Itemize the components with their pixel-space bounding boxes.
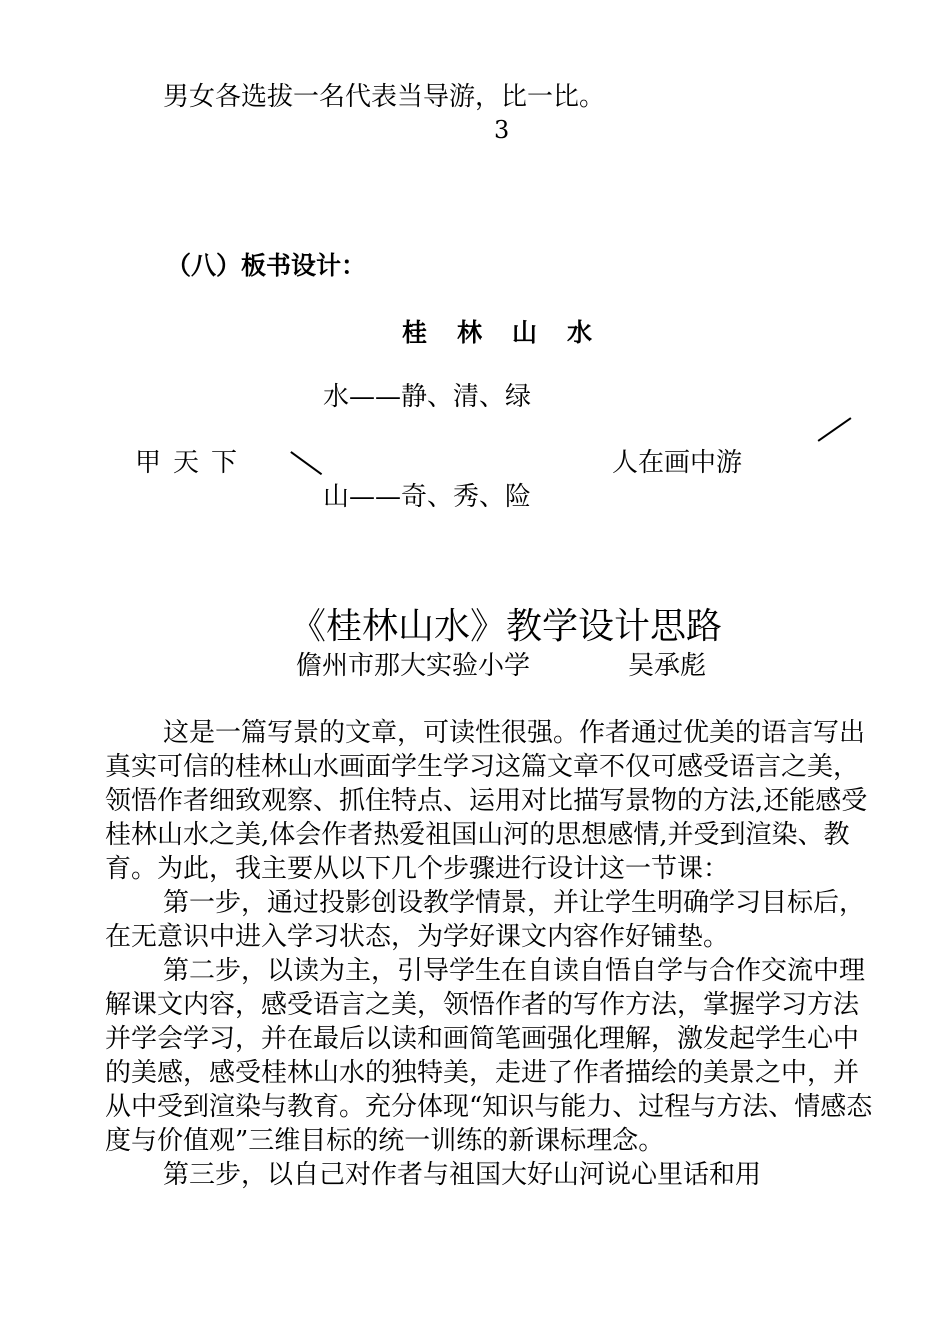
backslash-stroke <box>291 451 323 475</box>
article-body <box>105 716 875 1192</box>
intro-line: 男女各选拔一名代表当导游，比一比。 <box>163 82 606 112</box>
paragraph: 第二步，以读为主，引导学生在自读自悟自学与合作交流中理解课文内容，感受语言之美，领悟作者的写作方法，掌握学习方法并学会学习，并在最后以读和画简笔画强化理解，激发起学生心中的美感，感受桂林山水的独特美，走进了作者描绘的美景之中，并从中受到渲染与教育。充分体现“知识与能力、过程与方法、情感态度与价值观”三维目标的统一训练的新课标理念。 <box>105 956 873 1156</box>
page-number: 3 <box>494 116 510 144</box>
section-heading: （八）板书设计： <box>166 251 367 280</box>
paragraph: 第一步，通过投影创设教学情景，并让学生明确学习目标后，在无意识中进入学习状态，为学好课文内容作好铺垫。 <box>105 888 866 952</box>
doc-author: 吴承彪 <box>628 651 707 681</box>
doc-school: 儋州市那大实验小学 <box>296 651 531 681</box>
doc-title: 《桂林山水》教学设计思路 <box>290 606 723 647</box>
board-shan-line: 山——奇、秀、险 <box>323 482 532 512</box>
paragraph: 这是一篇写景的文章，可读性很强。作者通过优美的语言写出真实可信的桂林山水画面学生学习这篇文章不仅可感受语言之美，领悟作者细致观察、抓住特点、运用对比描写景物的方法,还能感受桂林山水之美,体会作者热爱祖国山河的思想感情,并受到渲染、教育。为此，我主要从以下几个步骤进行设计这一节课： <box>105 718 868 884</box>
paragraph: 第三步，以自己对作者与祖国大好山河说心里话和用 <box>163 1160 762 1190</box>
board-ren-line: 人在画中游 <box>612 448 743 478</box>
board-jia-tianxia: 甲天下 <box>135 448 250 478</box>
slash-stroke <box>818 417 852 441</box>
board-title: 桂林山水 <box>402 318 623 347</box>
board-water-line: 水——静、清、绿 <box>323 382 532 412</box>
